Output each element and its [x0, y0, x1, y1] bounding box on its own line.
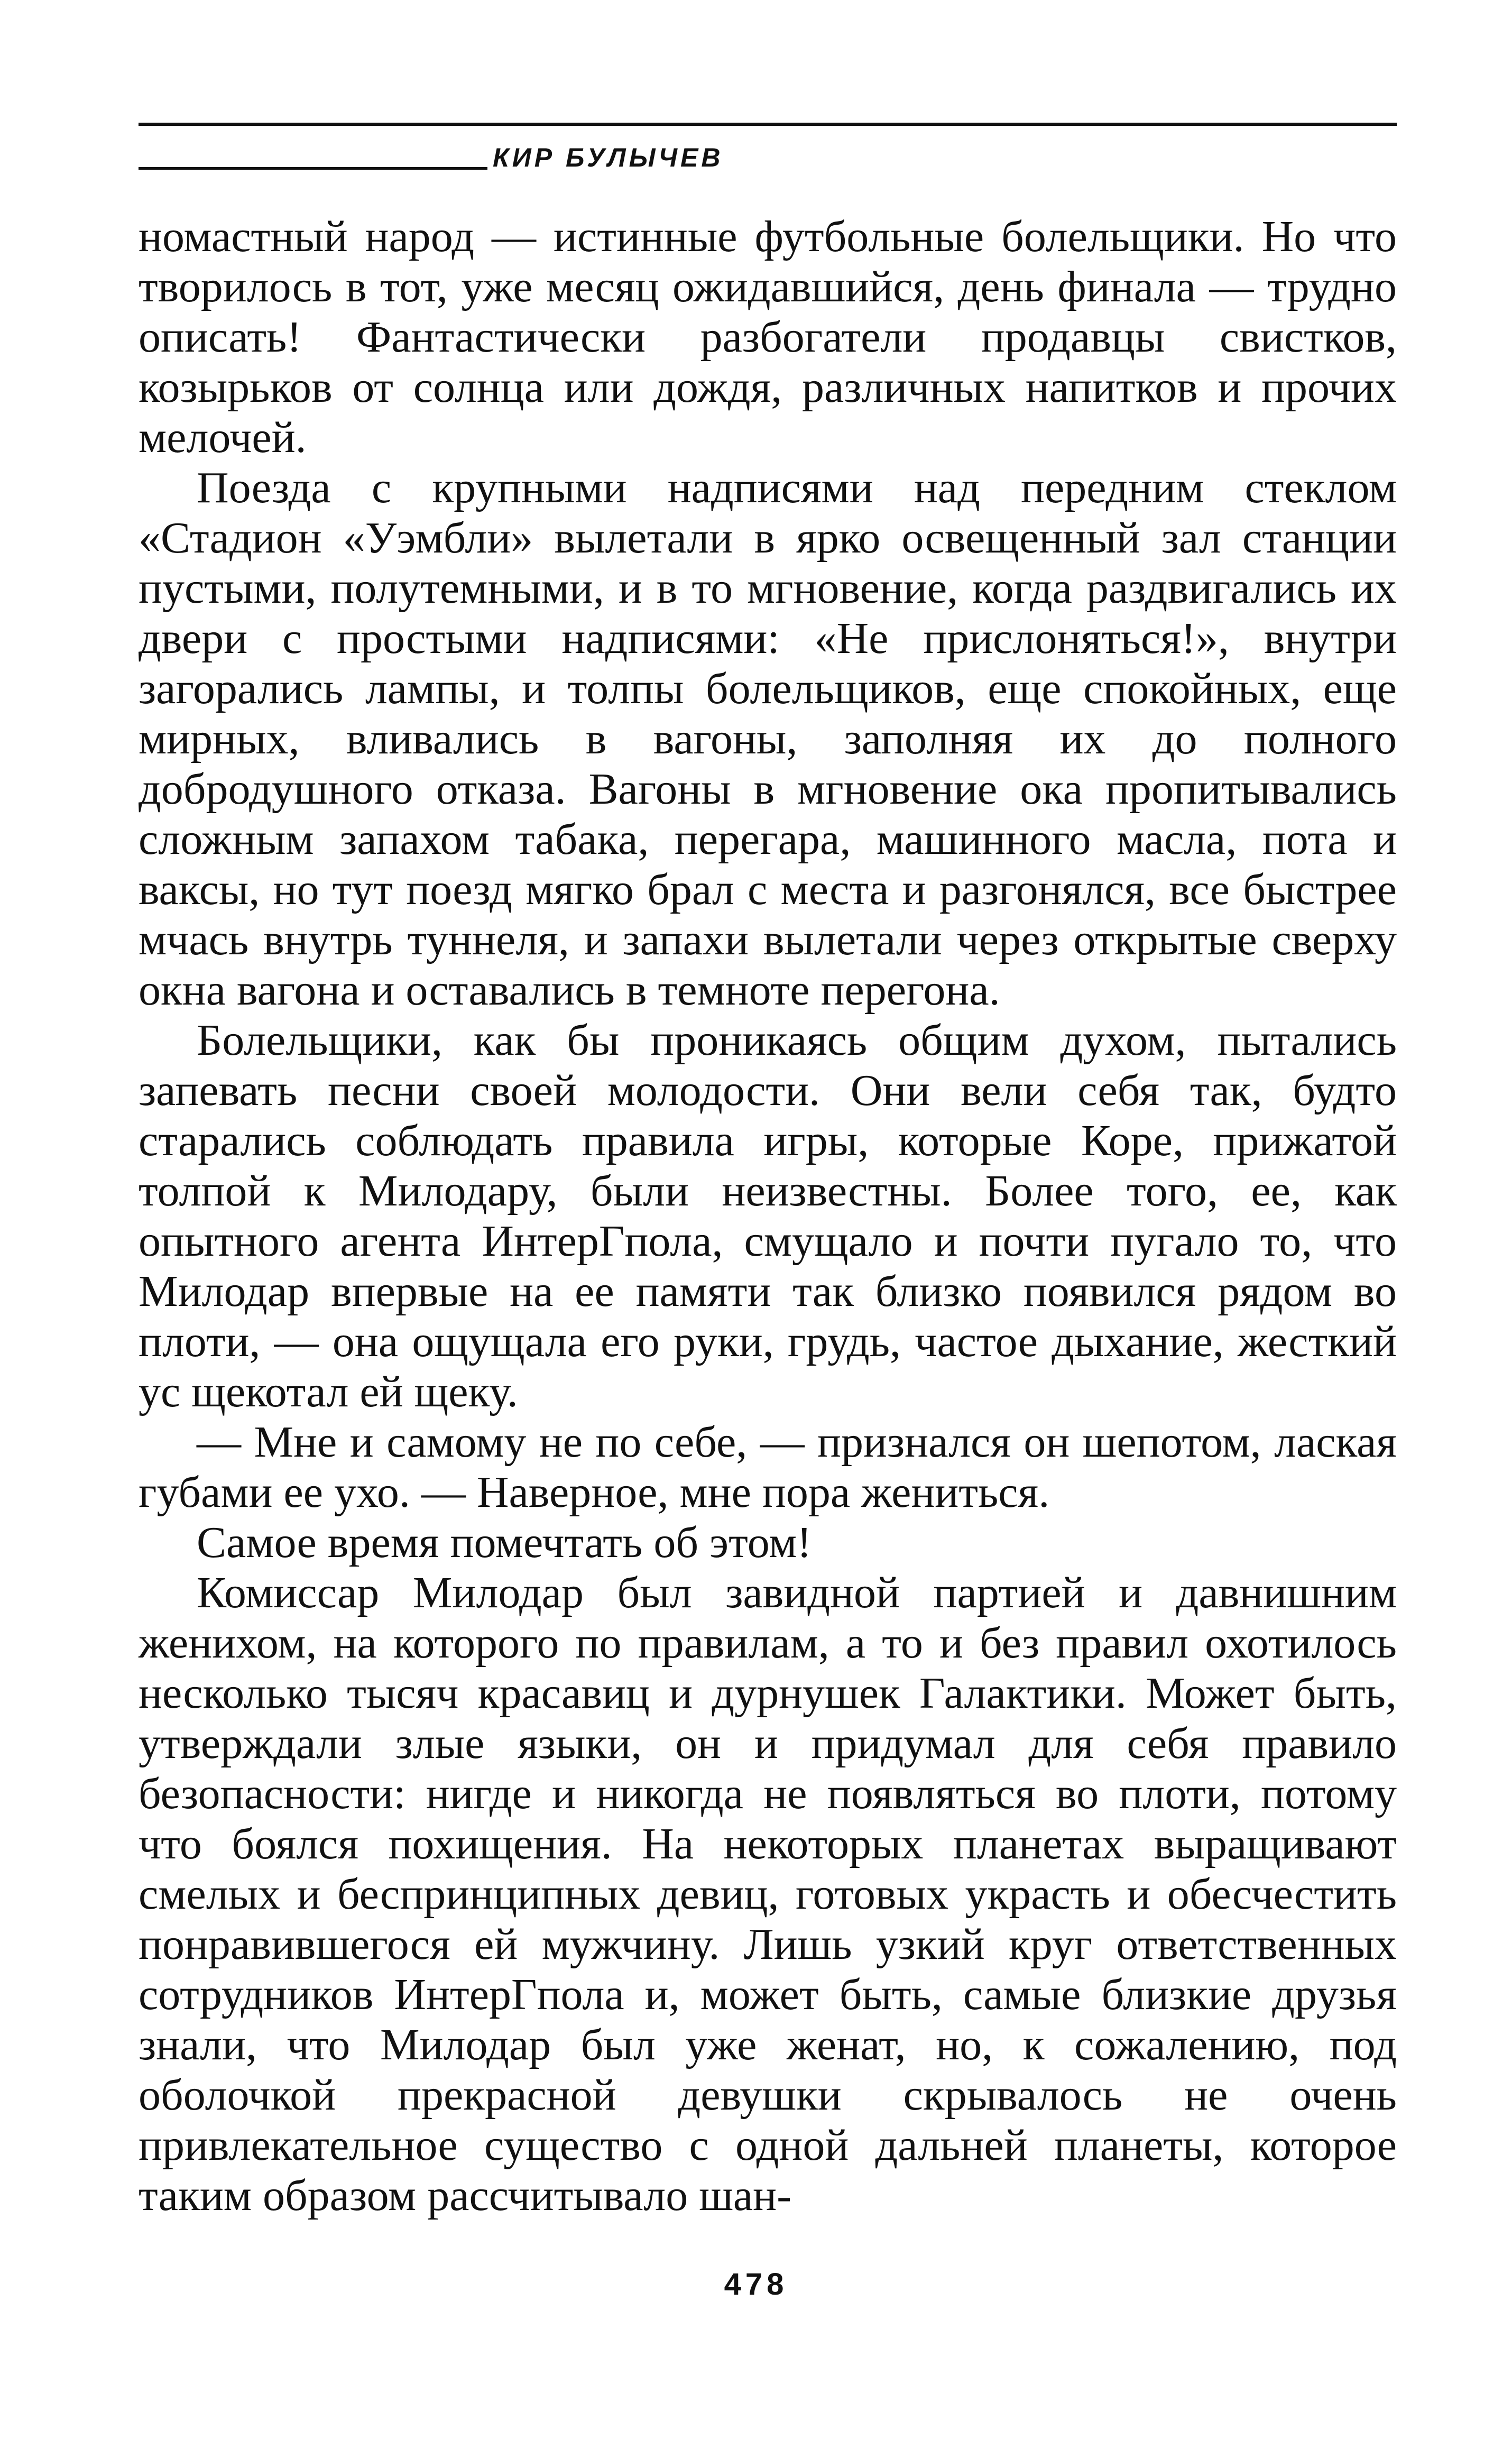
paragraph-4: — Мне и самому не по себе, — признался он шепотом, лаская губами ее ухо. — Наверное, мне пора жениться. [139, 1417, 1397, 1517]
running-head-author: КИР БУЛЫЧЕВ [493, 143, 724, 172]
paragraph-3: Болельщики, как бы проникаясь общим духом, пытались запевать песни своей молодости. Они вели себя так, будто старались соблюдать правила игры, которые Коре, прижатой толпой к Милодару, были неизвестны. Более того, ее, как опытного агента ИнтерГпола, смущало и почти пугало то, что Милодар впервые на ее памяти так близко появился рядом во плоти, — она ощущала его руки, грудь, частое дыхание, жесткий ус щекотал ей щеку. [139, 1016, 1397, 1416]
page-header [139, 142, 1397, 173]
paragraph-5: Самое время помечтать об этом! [197, 1518, 812, 1567]
page-number: 478 [724, 2267, 788, 2301]
paragraph-1: номастный народ — истинные футбольные болельщики. Но что творилось в тот, уже месяц ожидавшийся, день финала — трудно описать! Фантастически разбогатели продавцы свистков, козырьков от солнца или дождя, различных напитков и прочих мелочей. [139, 212, 1397, 462]
header-underline-rule [139, 167, 487, 170]
header-top-rule [139, 123, 1397, 126]
body-text [139, 211, 1397, 2221]
paragraph-2: Поезда с крупными надписями над передним стеклом «Стадион «Уэмбли» вылетали в ярко освещенный зал станции пустыми, полутемными, и в то мгновение, когда раздвигались их двери с простыми надписями: «Не прислоняться!», внутри загорались лампы, и толпы болельщиков, еще спокойных, еще мирных, вливались в вагоны, заполняя их до полного добродушного отказа. Вагоны в мгновение ока пропитывались сложным запахом табака, перегара, машинного масла, пота и ваксы, но тут поезд мягко брал с места и разгонялся, все быстрее мчась внутрь туннеля, и запахи вылетали через открытые сверху окна вагона и оставались в темноте перегона. [139, 463, 1397, 1015]
paragraph-6: Комиссар Милодар был завидной партией и давнишним женихом, на которого по правилам, а то и без правил охотилось несколько тысяч красавиц и дурнушек Галактики. Может быть, утверждали злые языки, он и придумал для себя правило безопасности: нигде и никогда не появляться во плоти, потому что боялся похищения. На некоторых планетах выращивают смелых и беспринципных девиц, готовых украсть и обесчестить понравившегося ей мужчину. Лишь узкий круг ответственных сотрудников ИнтерГпола и, может быть, самые близкие друзья знали, что Милодар был уже женат, но, к сожалению, под оболочкой прекрасной девушки скрывалось не очень привлекательное существо с одной дальней планеты, которое таким образом рассчитывало шан- [139, 1568, 1397, 2220]
